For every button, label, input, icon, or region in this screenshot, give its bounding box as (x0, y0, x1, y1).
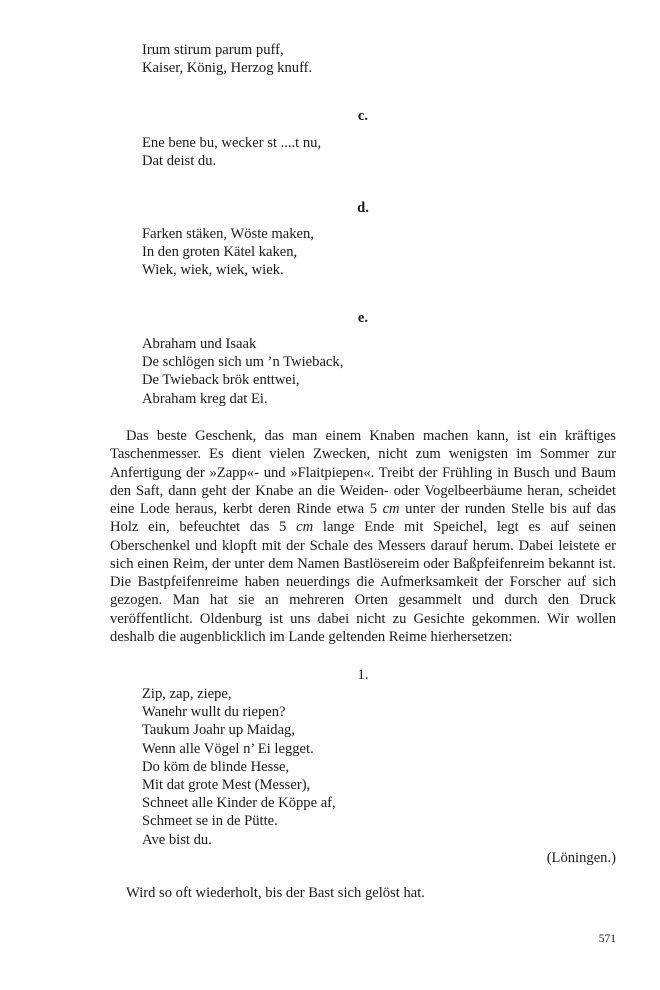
section-heading-d: d. (357, 200, 369, 216)
verse-d (142, 225, 314, 280)
verse-e (142, 335, 343, 408)
paragraph-text: lange Ende mit Speichel, legt es auf seinen Oberschenkel und klopft mit der Schale des Messers darauf herum. Dabei leistete er sich einen Reim, der unter dem Namen Bastlösereim oder Baßpfeifenreim bekannt ist. Die Bastpfeifenreime haben neuerdings die Aufmerksamkeit der Forscher auf sich gezogen. Man hat sie an mehreren Orten gesammelt und durch den Druck veröffentlicht. Oldenburg ist uns dabei nicht zu Gesichte gekommen. Wir wollen deshalb die augenblicklich im Lande geltenden Reime hierhersetzen: (110, 519, 617, 645)
verse-line: Wanehr wullt du riepen? (142, 704, 286, 721)
verse-line: Abraham und Isaak (142, 336, 257, 352)
verse-line: Schmeet se in de Pütte. (142, 813, 278, 830)
verse-line: De Twieback brök enttwei, (142, 372, 300, 389)
verse-line: Wenn alle Vögel n’ Ei legget. (142, 740, 314, 757)
verse-line: Ave bist du. (142, 831, 212, 848)
place-attribution: (Löningen.) (546, 850, 616, 866)
verse-line: Dat deist du. (142, 153, 217, 170)
page-number: 571 (598, 933, 616, 945)
verse-line: Kaiser, König, Herzog knuff. (142, 60, 313, 77)
verse-line: Farken stäken, Wöste maken, (142, 226, 314, 242)
paragraph-text: unter der runden Stelle bis auf das Holz ein, befeuchtet das 5 (110, 501, 616, 536)
section-heading-c: c. (357, 108, 369, 124)
verse-line: Ene bene bu, wecker st ....t nu, (142, 135, 322, 151)
rhyme-1-verse (142, 685, 336, 849)
verse-b-tail (142, 41, 312, 77)
verse-line: Mit dat grote Mest (Messer), (142, 777, 311, 794)
unit-italic: cm (382, 501, 400, 517)
verse-line: Do köm de blinde Hesse, (142, 758, 290, 775)
paragraph-text: Das beste Geschenk, das man einem Knaben machen kann, ist ein kräftiges Taschenmesser. Es dient vielen Zwecken, nicht zum wenigsten im Sommer zur Anfertigung der »Zapp«- und »Flaitpiepen«. Treibt der Frühling in Busch und Baum den Saft, dann geht der Knabe an die Weiden- oder Vogelbeerbäume heran, scheidet eine Lode heraus, kerbt deren Rinde etwa 5 (110, 428, 616, 517)
rhyme-number: 1. (357, 667, 369, 683)
verse-line: Wiek, wiek, wiek, wiek. (142, 262, 284, 279)
verse-line: Abraham kreg dat Ei. (142, 390, 268, 407)
verse-line: In den groten Kätel kaken, (142, 244, 298, 261)
verse-line: Schneet alle Kinder de Köppe af, (142, 795, 336, 812)
verse-line: Zip, zap, ziepe, (142, 686, 232, 702)
section-heading-e: e. (357, 310, 369, 326)
closing-paragraph: Wird so oft wiederholt, bis der Bast sich gelöst hat. (126, 885, 425, 901)
verse-line: Taukum Joahr up Maidag, (142, 722, 295, 739)
verse-line: Irum stirum parum puff, (142, 42, 284, 58)
verse-c (142, 134, 321, 170)
body-paragraph (110, 427, 616, 646)
unit-italic: cm (296, 519, 314, 536)
verse-line: De schlögen sich um ’n Twieback, (142, 354, 344, 371)
